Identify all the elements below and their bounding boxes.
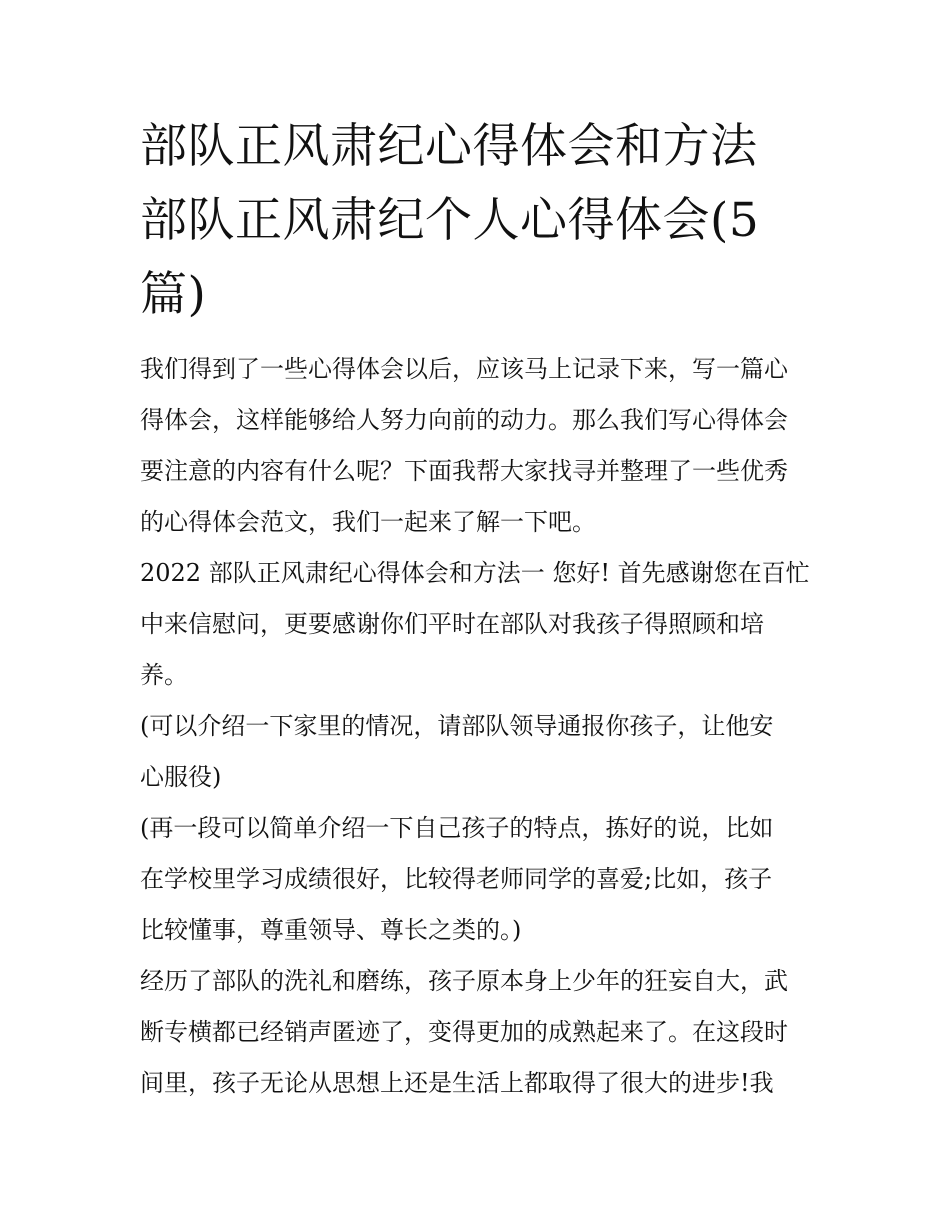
title-line: 部队正风肃纪个人心得体会(5 — [140, 193, 760, 248]
document-body — [140, 344, 812, 1109]
document-content — [140, 110, 812, 1109]
body-paragraph — [140, 548, 812, 701]
text-line: 得体会，这样能够给人努力向前的动力。那么我们写心得体会 — [140, 406, 788, 434]
text-line: 的心得体会范文，我们一起来了解一下吧。 — [140, 508, 596, 536]
body-paragraph — [140, 956, 812, 1109]
text-line: 比较懂事，尊重领导、尊长之类的。) — [140, 916, 522, 944]
document-title — [140, 110, 812, 332]
body-paragraph — [140, 803, 812, 956]
text-line: 2022 部队正风肃纪心得体会和方法一 您好! 首先感谢您在百忙 — [140, 559, 810, 587]
text-line: 经历了部队的洗礼和磨练，孩子原本身上少年的狂妄自大，武 — [140, 967, 788, 995]
text-line: 养。 — [140, 661, 188, 689]
body-paragraph — [140, 701, 812, 803]
text-line: 在学校里学习成绩很好，比较得老师同学的喜爱;比如，孩子 — [140, 865, 773, 893]
text-line: 间里，孩子无论从思想上还是生活上都取得了很大的进步!我 — [140, 1069, 774, 1097]
text-line: 我们得到了一些心得体会以后，应该马上记录下来，写一篇心 — [140, 355, 788, 383]
title-line: 篇) — [140, 267, 207, 322]
text-line: (可以介绍一下家里的情况，请部队领导通报你孩子，让他安 — [140, 712, 774, 740]
title-line: 部队正风肃纪心得体会和方法 — [140, 119, 758, 174]
text-line: (再一段可以简单介绍一下自己孩子的特点，拣好的说，比如 — [140, 814, 774, 842]
text-line: 心服役) — [140, 763, 222, 791]
text-line: 断专横都已经销声匿迹了，变得更加的成熟起来了。在这段时 — [140, 1018, 788, 1046]
text-line: 要注意的内容有什么呢？下面我帮大家找寻并整理了一些优秀 — [140, 457, 788, 485]
text-line: 中来信慰问，更要感谢你们平时在部队对我孩子得照顾和培 — [140, 610, 764, 638]
intro-paragraph — [140, 344, 812, 548]
